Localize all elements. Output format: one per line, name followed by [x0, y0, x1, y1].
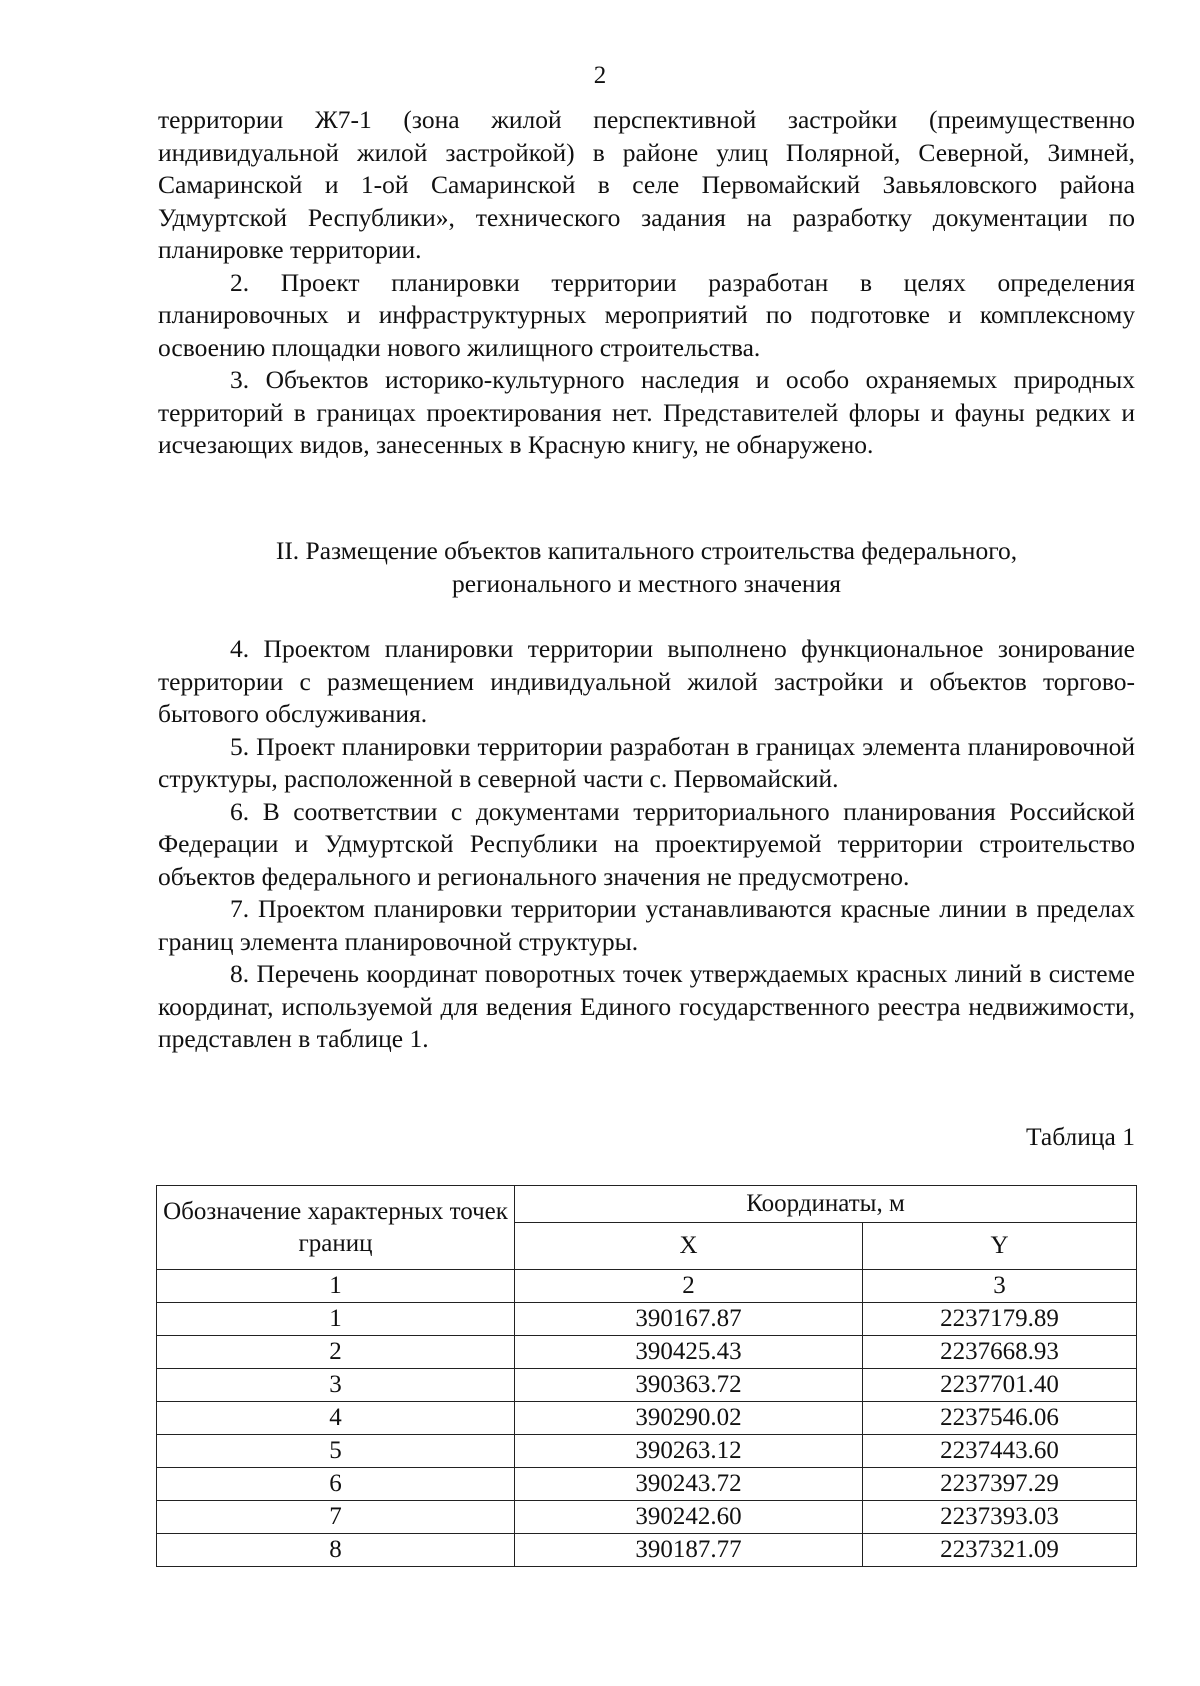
table-cell: 390263.12: [515, 1435, 863, 1468]
table-caption: Таблица 1: [1025, 1122, 1135, 1151]
table-cell: 2237393.03: [863, 1501, 1137, 1534]
table-cell: 1: [157, 1303, 515, 1336]
paragraph: 7. Проектом планировки территории устанавливаются красные линии в пределах границ элемента планировочной структуры.: [158, 894, 1135, 956]
header-y: Y: [863, 1223, 1137, 1270]
column-number-row: [157, 1270, 1137, 1303]
table-row: [157, 1369, 1137, 1402]
header-x: X: [515, 1223, 863, 1270]
body-text-top: [158, 104, 1135, 462]
table-cell: 3: [157, 1369, 515, 1402]
body-text-bottom: [158, 633, 1135, 1056]
table-cell: 7: [157, 1501, 515, 1534]
table-cell: 4: [157, 1402, 515, 1435]
paragraph: территории Ж7-1 (зона жилой перспективной застройки (преимущественно индивидуальной жилой застройкой) в районе улиц Полярной, Северной, Зимней, Самаринской и 1-ой Самаринской в селе Первомайский Завьяловского района Удмуртской Республики», технического задания на разработку документации по планировке территории.: [158, 105, 1135, 264]
paragraph: 5. Проект планировки территории разработан в границах элемента планировочной структуры, расположенной в северной части с. Первомайский.: [158, 731, 1135, 793]
paragraph: 2. Проект планировки территории разработан в целях определения планировочных и инфраструктурных мероприятий по подготовке и комплексному освоению площадки нового жилищного строительства.: [158, 267, 1135, 362]
paragraph: 3. Объектов историко-культурного наследия и особо охраняемых природных территорий в границах проектирования нет. Представителей флоры и фауны редких и исчезающих видов, занесенных в Красную книгу, не обнаружено.: [158, 365, 1135, 459]
table-cell: 390243.72: [515, 1468, 863, 1501]
section-title: [158, 534, 1135, 600]
table-row: [157, 1336, 1137, 1369]
table-cell: 2237443.60: [863, 1435, 1137, 1468]
table-cell: 390425.43: [515, 1336, 863, 1369]
header-point-label: Обозначение характерных точек границ: [157, 1186, 515, 1270]
table-cell: 2: [515, 1270, 863, 1303]
table-cell: 5: [157, 1435, 515, 1468]
table-row: [157, 1435, 1137, 1468]
table-cell: 2237179.89: [863, 1303, 1137, 1336]
table-row: [157, 1534, 1137, 1567]
paragraph: 6. В соответствии с документами территориального планирования Российской Федерации и Удмуртской Республики на проектируемой территории строительство объектов федерального и регионального значения не предусмотрено.: [158, 796, 1135, 891]
table-cell: 2237701.40: [863, 1369, 1137, 1402]
table-cell: 390242.60: [515, 1501, 863, 1534]
table-row: [157, 1402, 1137, 1435]
table-cell: 2: [157, 1336, 515, 1369]
section-title-line: II. Размещение объектов капитального строительства федерального,: [275, 536, 1018, 565]
table-cell: 6: [157, 1468, 515, 1501]
table-cell: 3: [863, 1270, 1137, 1303]
table-cell: 2237546.06: [863, 1402, 1137, 1435]
table-cell: 2237321.09: [863, 1534, 1137, 1567]
table-cell: 390363.72: [515, 1369, 863, 1402]
paragraph: 8. Перечень координат поворотных точек утверждаемых красных линий в системе координат, используемой для ведения Единого государственного реестра недвижимости, представлен в таблице 1.: [158, 959, 1135, 1053]
page-number: 2: [593, 62, 607, 89]
section-title-line: регионального и местного значения: [452, 569, 841, 598]
table-row: [157, 1303, 1137, 1336]
table-cell: 390187.77: [515, 1534, 863, 1567]
table-cell: 390290.02: [515, 1402, 863, 1435]
header-coordinates: Координаты, м: [515, 1186, 1137, 1223]
table-row: [157, 1468, 1137, 1501]
table-row: [157, 1501, 1137, 1534]
table-cell: 2237397.29: [863, 1468, 1137, 1501]
table-cell: 1: [157, 1270, 515, 1303]
paragraph: 4. Проектом планировки территории выполнено функциональное зонирование территории с размещением индивидуальной жилой застройки и объектов торгово-бытового обслуживания.: [158, 634, 1135, 728]
table-cell: 2237668.93: [863, 1336, 1137, 1369]
table-cell: 8: [157, 1534, 515, 1567]
coordinates-table: [156, 1185, 1137, 1567]
table-cell: 390167.87: [515, 1303, 863, 1336]
